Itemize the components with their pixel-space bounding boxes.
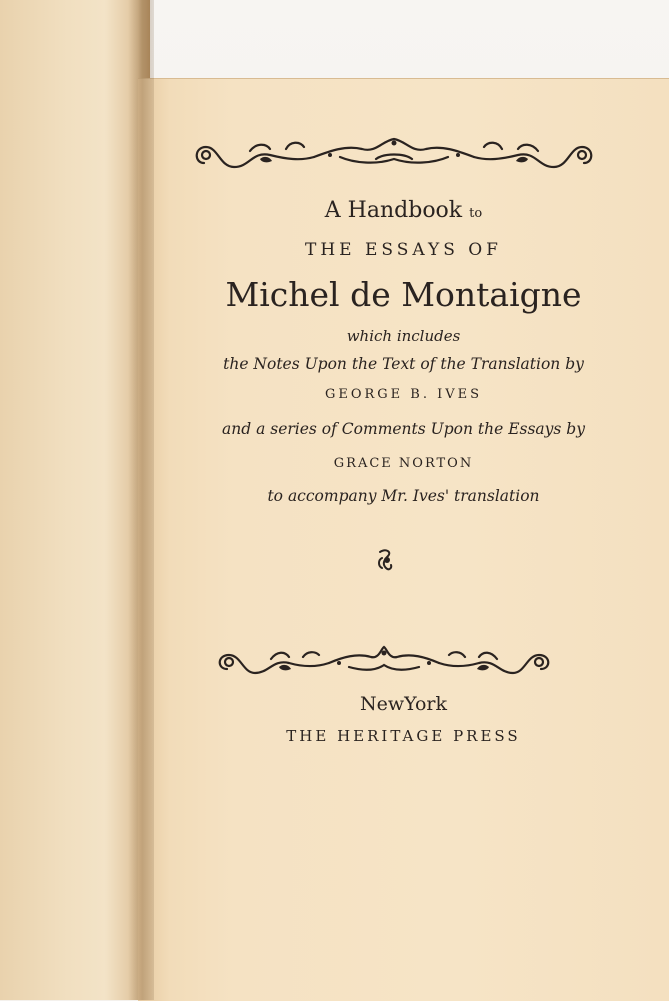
essays-heading: THE ESSAYS OF <box>305 240 502 260</box>
comments-line: and a series of Comments Upon the Essays by <box>222 420 585 438</box>
author-name: Michel de Montaigne <box>225 275 582 314</box>
publisher-name: THE HERITAGE PRESS <box>286 727 521 745</box>
accompany-line: to accompany Mr. Ives' translation <box>267 487 540 505</box>
handbook-line <box>138 198 669 223</box>
handbook-to: to <box>469 206 483 221</box>
translator-name: GEORGE B. IVES <box>324 387 483 402</box>
bottom-scroll-ornament-icon <box>215 643 553 683</box>
publication-place: NewYork <box>359 693 448 715</box>
handbook-title: A Handbook <box>324 198 463 223</box>
commentator-name: GRACE NORTON <box>333 456 474 471</box>
notes-line: the Notes Upon the Text of the Translation by <box>223 355 584 373</box>
top-scroll-ornament-icon <box>190 133 598 179</box>
includes-line: which includes <box>346 327 461 345</box>
fleuron-icon <box>376 546 396 578</box>
